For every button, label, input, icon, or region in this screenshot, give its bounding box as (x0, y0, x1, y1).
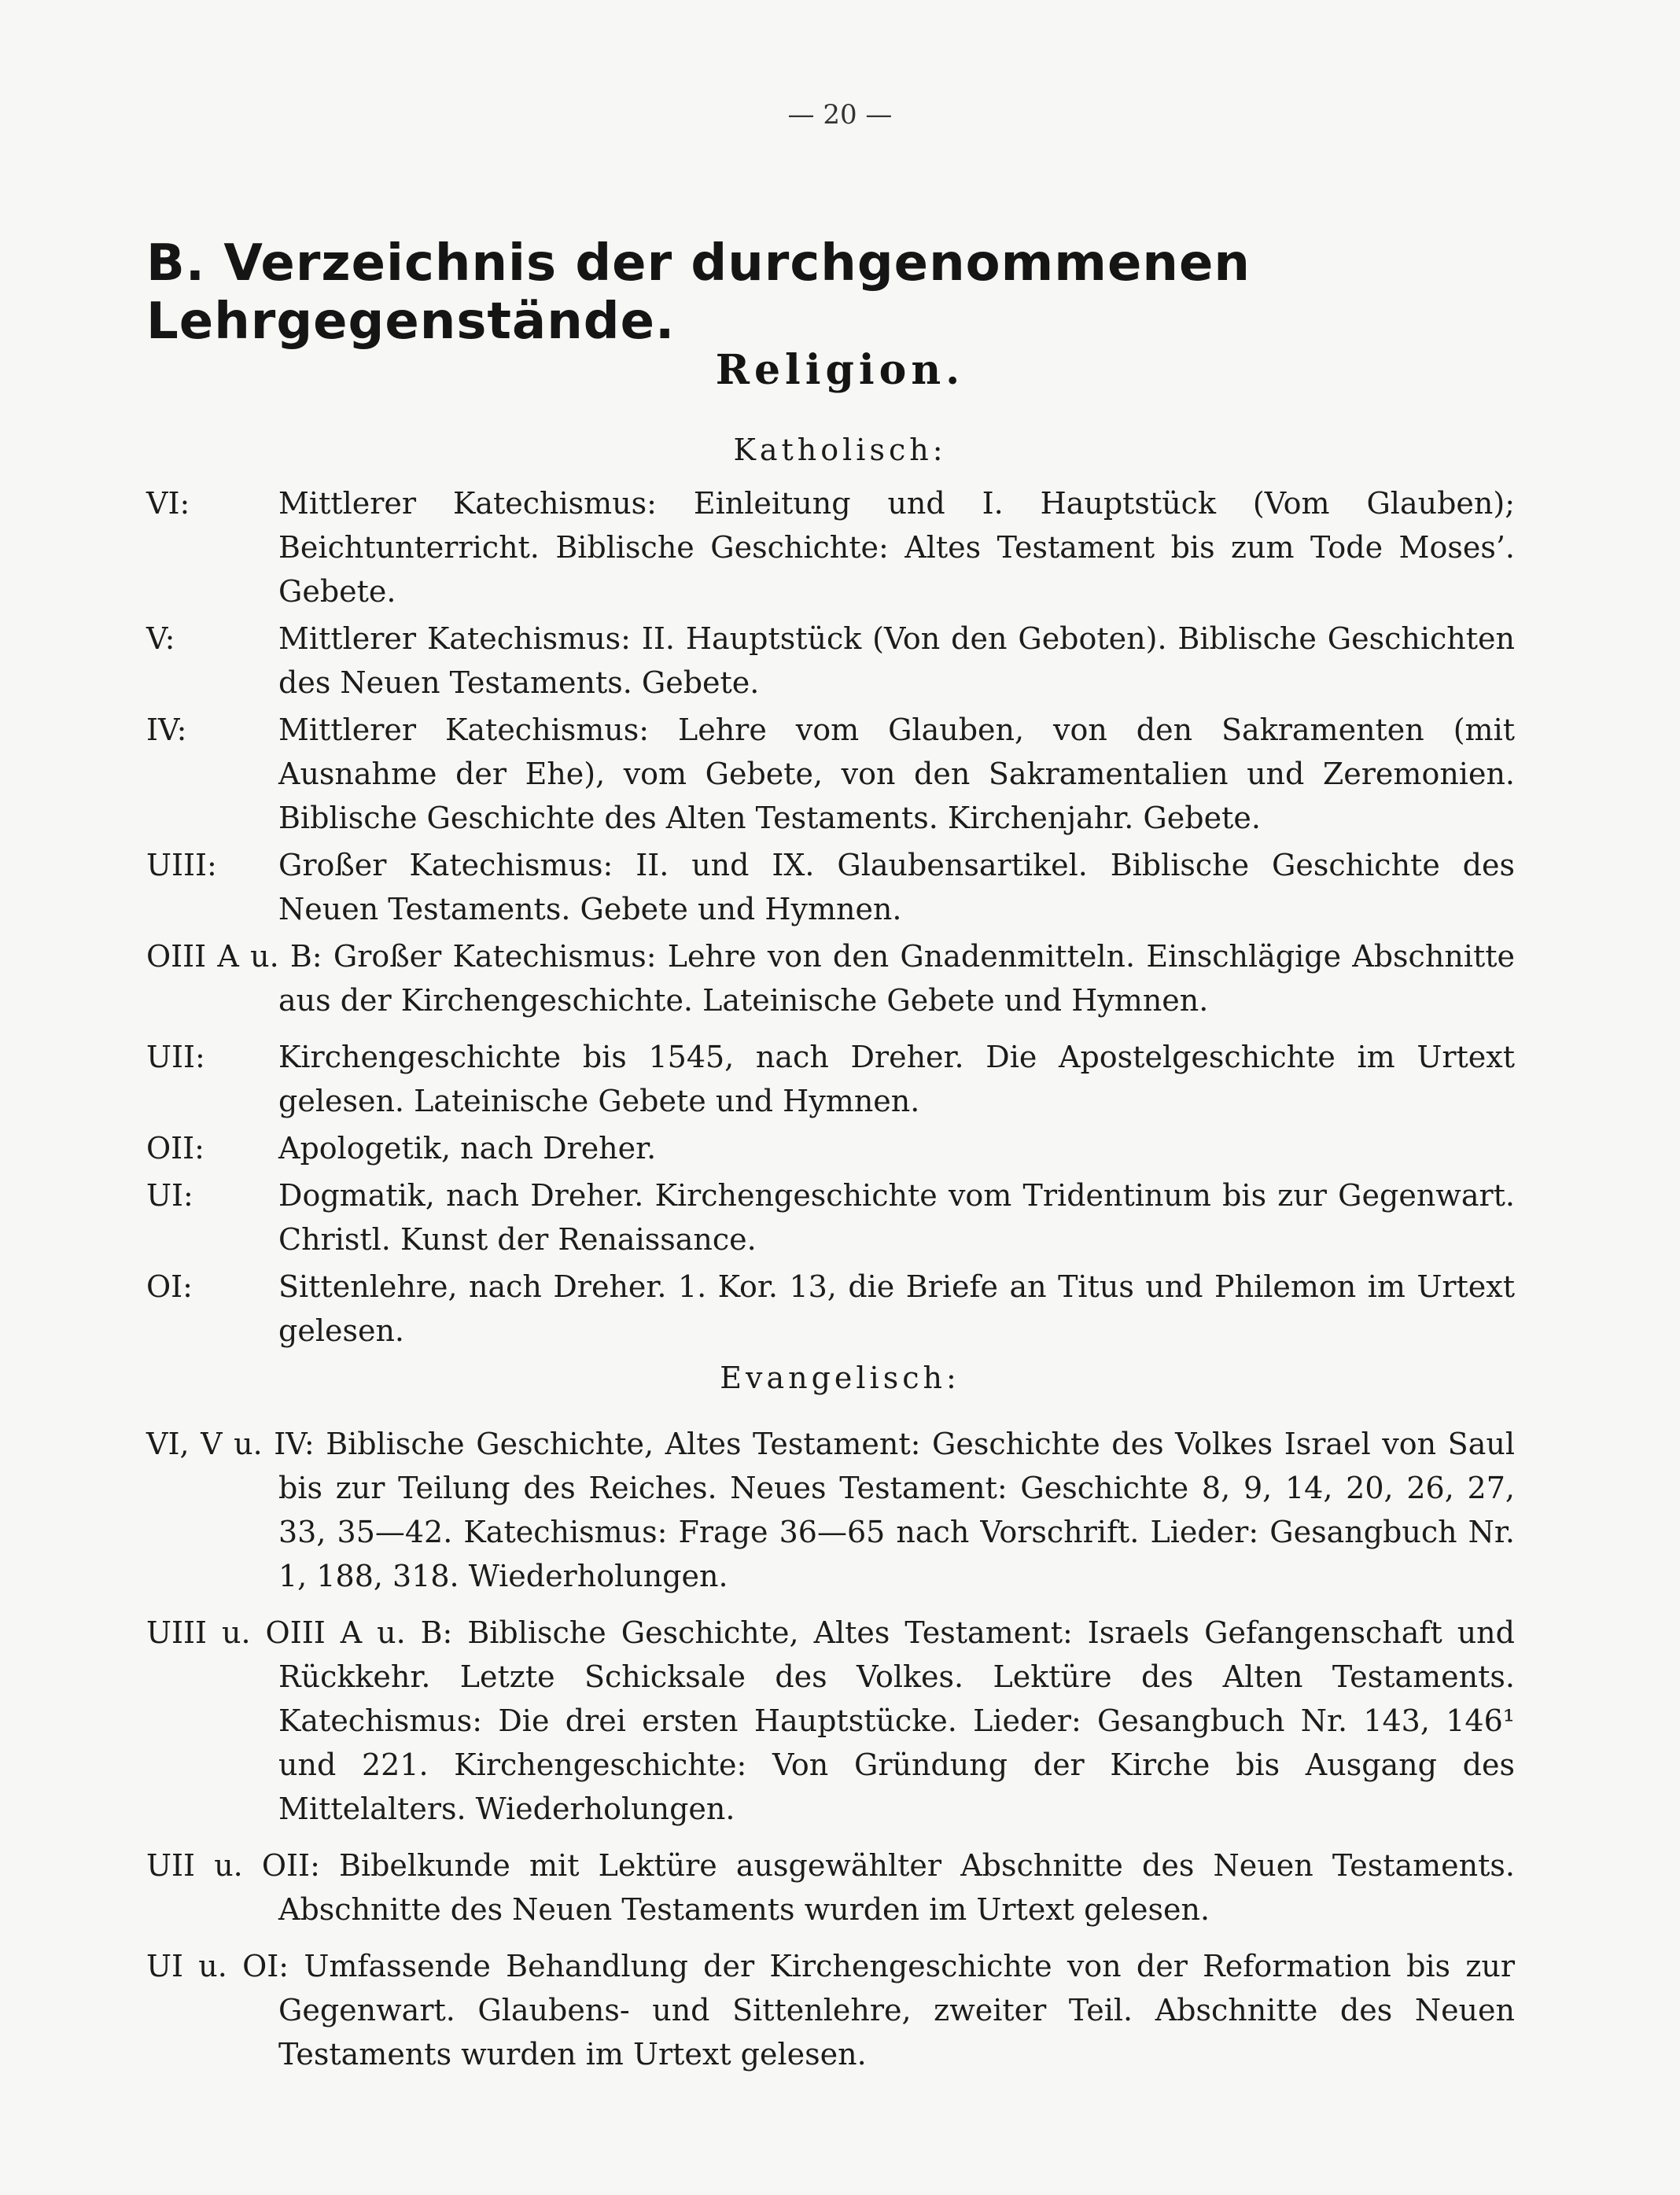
entry-label: VI: (146, 486, 190, 521)
entry-text: Dogmatik, nach Dreher. Kirchengeschichte vom Tridentinum bis zur Gegenwart. Christl. Kunst der Renaissance. (278, 1178, 1515, 1257)
entry-label: VI, V u. IV: (146, 1427, 315, 1461)
entry-text: Großer Katechismus: Lehre von den Gnadenmitteln. Einschlägige Abschnitte aus der Kirchengeschichte. Lateinische Gebete und Hymnen. (278, 939, 1515, 1018)
entry-evangelisch-uii-oii (146, 1843, 1515, 1932)
entry-katholisch-v (146, 617, 1515, 705)
subheading-evangelisch: Evangelisch: (720, 1361, 960, 1395)
entry-text: Apologetik, nach Dreher. (278, 1131, 657, 1166)
entry-label: IV: (146, 713, 187, 747)
entry-katholisch-uii (146, 1035, 1515, 1123)
katholisch-entry-list (146, 481, 1515, 1356)
entry-katholisch-oi (146, 1265, 1515, 1353)
entry-label: UII u. OII: (146, 1848, 320, 1883)
page-number: — 20 — (787, 99, 893, 131)
entry-text: Mittlerer Katechismus: II. Hauptstück (Von den Geboten). Biblische Geschichten des Neuen Testaments. Gebete. (278, 621, 1515, 700)
subject-title: Religion. (715, 346, 965, 394)
entry-katholisch-oii (146, 1126, 1515, 1170)
entry-text: Mittlerer Katechismus: Einleitung und I. Hauptstück (Vom Glauben); Beichtunterricht. Biblische Geschichte: Altes Testament bis zum Tode Moses’. Gebete. (278, 486, 1515, 609)
entry-label: UIII u. OIII A u. B: (146, 1615, 453, 1650)
entry-label: OII: (146, 1131, 204, 1166)
entry-text: Mittlerer Katechismus: Lehre vom Glauben, von den Sakramenten (mit Ausnahme der Ehe), vom Gebete, von den Sakramentalien und Zeremonien. Biblische Geschichte des Alten Testaments. Kirchenjahr. Gebete. (278, 713, 1515, 835)
entry-evangelisch-uiii-oiii (146, 1611, 1515, 1831)
entry-label: UII: (146, 1040, 205, 1074)
entry-katholisch-iv (146, 708, 1515, 840)
entry-text: Bibelkunde mit Lektüre ausgewählter Abschnitte des Neuen Testaments. Abschnitte des Neuen Testaments wurden im Urtext gelesen. (278, 1848, 1515, 1927)
entry-label: OIII A u. B: (146, 939, 322, 974)
evangelisch-entry-list (146, 1422, 1515, 2089)
entry-text: Großer Katechismus: II. und IX. Glaubensartikel. Biblische Geschichte des Neuen Testaments. Gebete und Hymnen. (278, 848, 1515, 926)
entry-katholisch-oiii (146, 934, 1515, 1022)
entry-katholisch-uiii (146, 843, 1515, 931)
entry-text: Umfassende Behandlung der Kirchengeschichte von der Reformation bis zur Gegenwart. Glaubens- und Sittenlehre, zweiter Teil. Abschnitte des Neuen Testaments wurden im Urtext gelesen. (278, 1949, 1515, 2072)
entry-label: UI: (146, 1178, 193, 1213)
entry-text: Biblische Geschichte, Altes Testament: Geschichte des Volkes Israel von Saul bis zur Teilung des Reiches. Neues Testament: Geschichte 8, 9, 14, 20, 26, 27, 33, 35—42. Katechismus: Frage 36—65 nach Vorschrift. Lieder: Gesangbuch Nr. 1, 188, 318. Wiederholungen. (278, 1427, 1515, 1593)
entry-label: UI u. OI: (146, 1949, 289, 1983)
entry-label: OI: (146, 1269, 193, 1304)
subheading-katholisch: Katholisch: (733, 433, 947, 467)
entry-label: UIII: (146, 848, 217, 882)
entry-katholisch-ui (146, 1173, 1515, 1261)
entry-katholisch-vi (146, 481, 1515, 613)
entry-label: V: (146, 621, 175, 656)
entry-evangelisch-vi-v-iv (146, 1422, 1515, 1598)
entry-text: Sittenlehre, nach Dreher. 1. Kor. 13, die Briefe an Titus und Philemon im Urtext gelesen. (278, 1269, 1515, 1348)
entry-evangelisch-ui-oi (146, 1944, 1515, 2076)
entry-text: Kirchengeschichte bis 1545, nach Dreher. Die Apostelgeschichte im Urtext gelesen. Lateinische Gebete und Hymnen. (278, 1040, 1515, 1118)
entry-text: Biblische Geschichte, Altes Testament: Israels Gefangenschaft und Rückkehr. Letzte Schicksale des Volkes. Lektüre des Alten Testaments. Katechismus: Die drei ersten Hauptstücke. Lieder: Gesangbuch Nr. 143, 146¹ und 221. Kirchengeschichte: Von Gründung der Kirche bis Ausgang des Mittelalters. Wiederholungen. (278, 1615, 1515, 1826)
section-title: B. Verzeichnis der durchgenommenen Lehrgegenstände. (146, 234, 1251, 351)
